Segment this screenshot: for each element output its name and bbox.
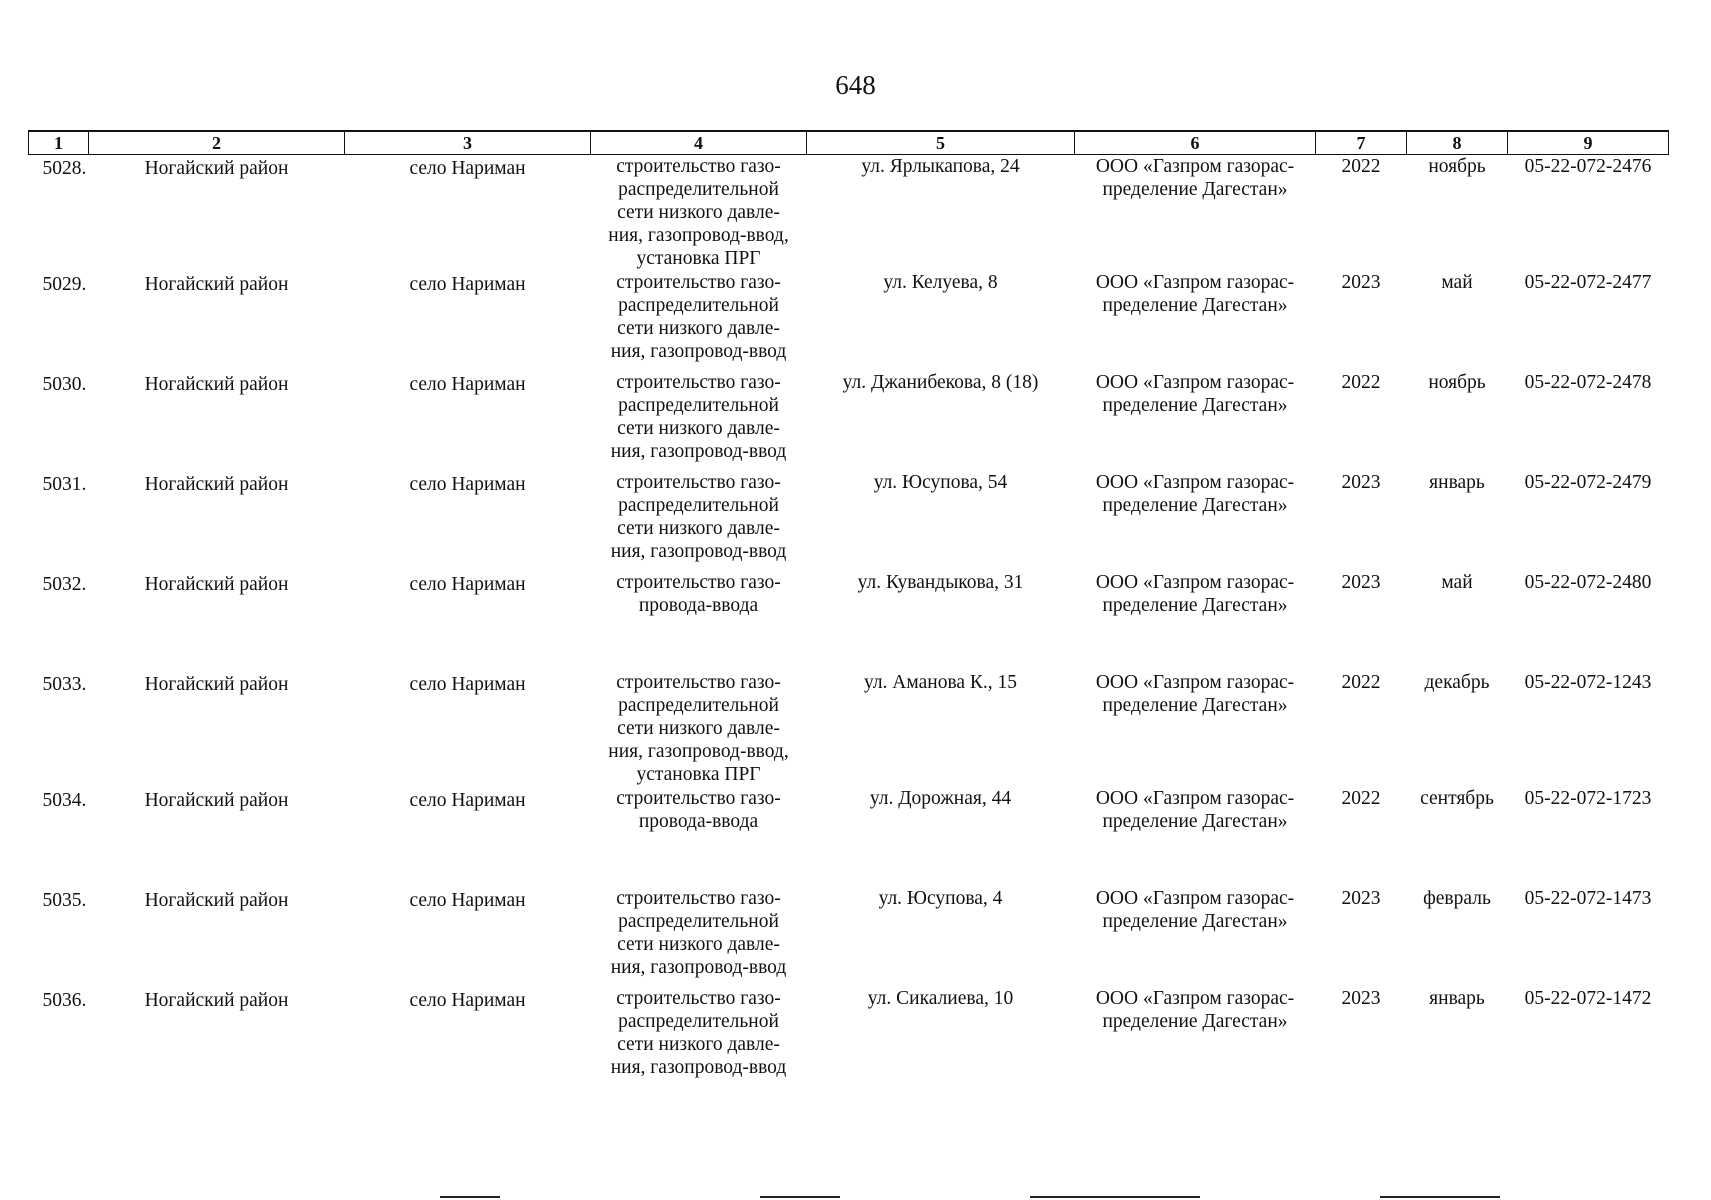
work-type-cell: [591, 787, 807, 887]
year-cell: 2023: [1341, 571, 1381, 593]
code-cell: 05-22-072-2480: [1524, 571, 1652, 593]
work-type-cell-line: распределительной: [618, 910, 779, 932]
work-type-cell-line: строительство газо-: [616, 156, 781, 177]
organization-cell-line: пределение Дагестан»: [1102, 494, 1288, 516]
organization-cell: [1075, 787, 1316, 887]
organization-cell: [1075, 271, 1316, 371]
table-row: [29, 471, 1669, 571]
work-type-cell-line: строительство газо-: [616, 471, 781, 493]
organization-cell-line: пределение Дагестан»: [1102, 694, 1288, 716]
work-type-cell-line: ния, газопровод-ввод: [610, 440, 787, 462]
scan-rule: [760, 1196, 840, 1198]
work-type-cell: [591, 471, 807, 571]
organization-cell-line: ООО «Газпром газорас-: [1095, 471, 1295, 493]
district-cell: Ногайский район: [144, 989, 289, 1011]
locality-cell: село Нариман: [409, 889, 526, 911]
month-cell: сентябрь: [1420, 787, 1494, 809]
work-type-cell-line: распределительной: [618, 179, 779, 200]
scan-rule: [1030, 1196, 1200, 1198]
organization-cell-line: пределение Дагестан»: [1102, 179, 1288, 200]
address-cell: ул. Джанибекова, 8 (18): [842, 371, 1039, 393]
table-row: [29, 671, 1669, 787]
locality-cell: село Нариман: [409, 158, 526, 179]
column-number: 9: [1508, 131, 1669, 155]
work-type-cell-line: распределительной: [618, 1010, 779, 1032]
locality-cell: село Нариман: [409, 789, 526, 811]
work-type-cell: [591, 571, 807, 671]
table-body: [29, 155, 1669, 1087]
district-cell: Ногайский район: [144, 158, 289, 179]
column-number: 3: [345, 131, 591, 155]
month-cell: февраль: [1423, 887, 1491, 909]
row-number: 5036.: [42, 989, 87, 1011]
address-cell: ул. Юсупова, 4: [878, 887, 1003, 909]
address-cell: ул. Юсупова, 54: [873, 471, 1008, 493]
district-cell: Ногайский район: [144, 889, 289, 911]
work-type-cell-line: распределительной: [618, 694, 779, 716]
year-cell: 2023: [1341, 271, 1381, 293]
organization-cell-line: пределение Дагестан»: [1102, 1010, 1288, 1032]
row-number: 5030.: [42, 373, 87, 395]
code-cell: 05-22-072-1473: [1524, 887, 1652, 909]
code-cell: 05-22-072-2479: [1524, 471, 1652, 493]
work-type-cell-line: ния, газопровод-ввод,: [608, 740, 789, 762]
work-type-cell-line: сети низкого давле-: [617, 517, 780, 539]
work-type-cell: [591, 155, 807, 271]
organization-cell: [1075, 887, 1316, 987]
organization-cell: [1075, 471, 1316, 571]
district-cell: Ногайский район: [144, 473, 289, 495]
organization-cell-line: ООО «Газпром газорас-: [1095, 887, 1295, 909]
work-type-cell-line: ния, газопровод-ввод: [610, 956, 787, 978]
code-cell: 05-22-072-1723: [1524, 787, 1652, 809]
work-type-cell: [591, 887, 807, 987]
organization-cell: [1075, 671, 1316, 787]
work-type-cell-line: строительство газо-: [616, 987, 781, 1009]
address-cell: ул. Кувандыкова, 31: [857, 571, 1024, 593]
row-number: 5028.: [42, 158, 87, 179]
scan-rule: [1380, 1196, 1500, 1198]
work-type-cell-line: сети низкого давле-: [617, 417, 780, 439]
organization-cell-line: ООО «Газпром газорас-: [1095, 787, 1295, 809]
column-number: 5: [807, 131, 1075, 155]
organization-cell-line: ООО «Газпром газорас-: [1095, 371, 1295, 393]
district-cell: Ногайский район: [144, 373, 289, 395]
month-cell: ноябрь: [1428, 156, 1486, 177]
organization-cell: [1075, 571, 1316, 671]
table-row: [29, 155, 1669, 271]
work-type-cell-line: сети низкого давле-: [617, 317, 780, 339]
address-cell: ул. Аманова К., 15: [863, 671, 1018, 693]
locality-cell: село Нариман: [409, 673, 526, 695]
organization-cell-line: ООО «Газпром газорас-: [1095, 271, 1295, 293]
work-type-cell: [591, 271, 807, 371]
table-row: [29, 987, 1669, 1087]
work-type-cell-line: ния, газопровод-ввод: [610, 540, 787, 562]
address-cell: ул. Ярлыкапова, 24: [861, 156, 1020, 177]
address-cell: ул. Дорожная, 44: [869, 787, 1012, 809]
organization-cell: [1075, 987, 1316, 1087]
district-cell: Ногайский район: [144, 573, 289, 595]
code-cell: 05-22-072-1243: [1524, 671, 1652, 693]
year-cell: 2023: [1341, 471, 1381, 493]
organization-cell: [1075, 155, 1316, 271]
organization-cell: [1075, 371, 1316, 471]
work-type-cell-line: строительство газо-: [616, 671, 781, 693]
work-type-cell-line: строительство газо-: [616, 887, 781, 909]
work-type-cell-line: сети низкого давле-: [617, 202, 780, 223]
organization-cell-line: пределение Дагестан»: [1102, 394, 1288, 416]
locality-cell: село Нариман: [409, 573, 526, 595]
month-cell: январь: [1429, 987, 1485, 1009]
column-number-row: [29, 131, 1669, 155]
work-type-cell-line: распределительной: [618, 494, 779, 516]
organization-cell-line: ООО «Газпром газорас-: [1095, 987, 1295, 1009]
year-cell: 2022: [1341, 156, 1381, 177]
work-type-cell: [591, 671, 807, 787]
year-cell: 2022: [1341, 671, 1381, 693]
work-type-cell-line: распределительной: [618, 394, 779, 416]
organization-cell-line: ООО «Газпром газорас-: [1095, 156, 1295, 177]
organization-cell-line: ООО «Газпром газорас-: [1095, 571, 1295, 593]
month-cell: май: [1441, 571, 1473, 593]
district-cell: Ногайский район: [144, 789, 289, 811]
organization-cell-line: ООО «Газпром газорас-: [1095, 671, 1295, 693]
scan-rule: [440, 1196, 500, 1198]
month-cell: декабрь: [1424, 671, 1490, 693]
work-type-cell-line: распределительной: [618, 294, 779, 316]
work-type-cell-line: ния, газопровод-ввод,: [608, 225, 789, 246]
table-row: [29, 571, 1669, 671]
table-row: [29, 787, 1669, 887]
row-number: 5035.: [42, 889, 87, 911]
work-type-cell-line: строительство газо-: [616, 787, 781, 809]
code-cell: 05-22-072-2477: [1524, 271, 1652, 293]
year-cell: 2022: [1341, 371, 1381, 393]
row-number: 5029.: [42, 273, 87, 295]
organization-cell-line: пределение Дагестан»: [1102, 594, 1288, 616]
district-cell: Ногайский район: [144, 273, 289, 295]
month-cell: январь: [1429, 471, 1485, 493]
code-cell: 05-22-072-2478: [1524, 371, 1652, 393]
work-type-cell-line: провода-ввода: [638, 594, 759, 616]
column-number: 6: [1075, 131, 1316, 155]
column-number: 4: [591, 131, 807, 155]
code-cell: 05-22-072-2476: [1524, 156, 1652, 177]
table-row: [29, 887, 1669, 987]
work-type-cell-line: установка ПРГ: [636, 248, 761, 269]
code-cell: 05-22-072-1472: [1524, 987, 1652, 1009]
organization-cell-line: пределение Дагестан»: [1102, 810, 1288, 832]
work-type-cell-line: строительство газо-: [616, 571, 781, 593]
locality-cell: село Нариман: [409, 373, 526, 395]
work-type-cell-line: строительство газо-: [616, 271, 781, 293]
year-cell: 2022: [1341, 787, 1381, 809]
address-cell: ул. Келуева, 8: [883, 271, 998, 293]
work-type-cell-line: установка ПРГ: [636, 763, 761, 785]
column-number: 8: [1407, 131, 1508, 155]
locality-cell: село Нариман: [409, 273, 526, 295]
table-row: [29, 271, 1669, 371]
year-cell: 2023: [1341, 887, 1381, 909]
work-type-cell: [591, 987, 807, 1087]
locality-cell: село Нариман: [409, 989, 526, 1011]
work-type-cell-line: ния, газопровод-ввод: [610, 1056, 787, 1078]
work-type-cell-line: провода-ввода: [638, 810, 759, 832]
column-number: 2: [89, 131, 345, 155]
work-type-cell-line: сети низкого давле-: [617, 933, 780, 955]
row-number: 5033.: [42, 673, 87, 695]
row-number: 5034.: [42, 789, 87, 811]
work-type-cell-line: сети низкого давле-: [617, 717, 780, 739]
organization-cell-line: пределение Дагестан»: [1102, 910, 1288, 932]
locality-cell: село Нариман: [409, 473, 526, 495]
row-number: 5032.: [42, 573, 87, 595]
table-row: [29, 371, 1669, 471]
month-cell: май: [1441, 271, 1473, 293]
work-type-cell-line: строительство газо-: [616, 371, 781, 393]
organization-cell-line: пределение Дагестан»: [1102, 294, 1288, 316]
address-cell: ул. Сикалиева, 10: [867, 987, 1014, 1009]
page-number: 648: [835, 70, 876, 100]
row-number: 5031.: [42, 473, 87, 495]
gasification-table: [28, 130, 1669, 1087]
column-number: 7: [1316, 131, 1407, 155]
district-cell: Ногайский район: [144, 673, 289, 695]
month-cell: ноябрь: [1428, 371, 1486, 393]
work-type-cell-line: ния, газопровод-ввод: [610, 340, 787, 362]
work-type-cell-line: сети низкого давле-: [617, 1033, 780, 1055]
work-type-cell: [591, 371, 807, 471]
column-number: 1: [29, 131, 89, 155]
year-cell: 2023: [1341, 987, 1381, 1009]
